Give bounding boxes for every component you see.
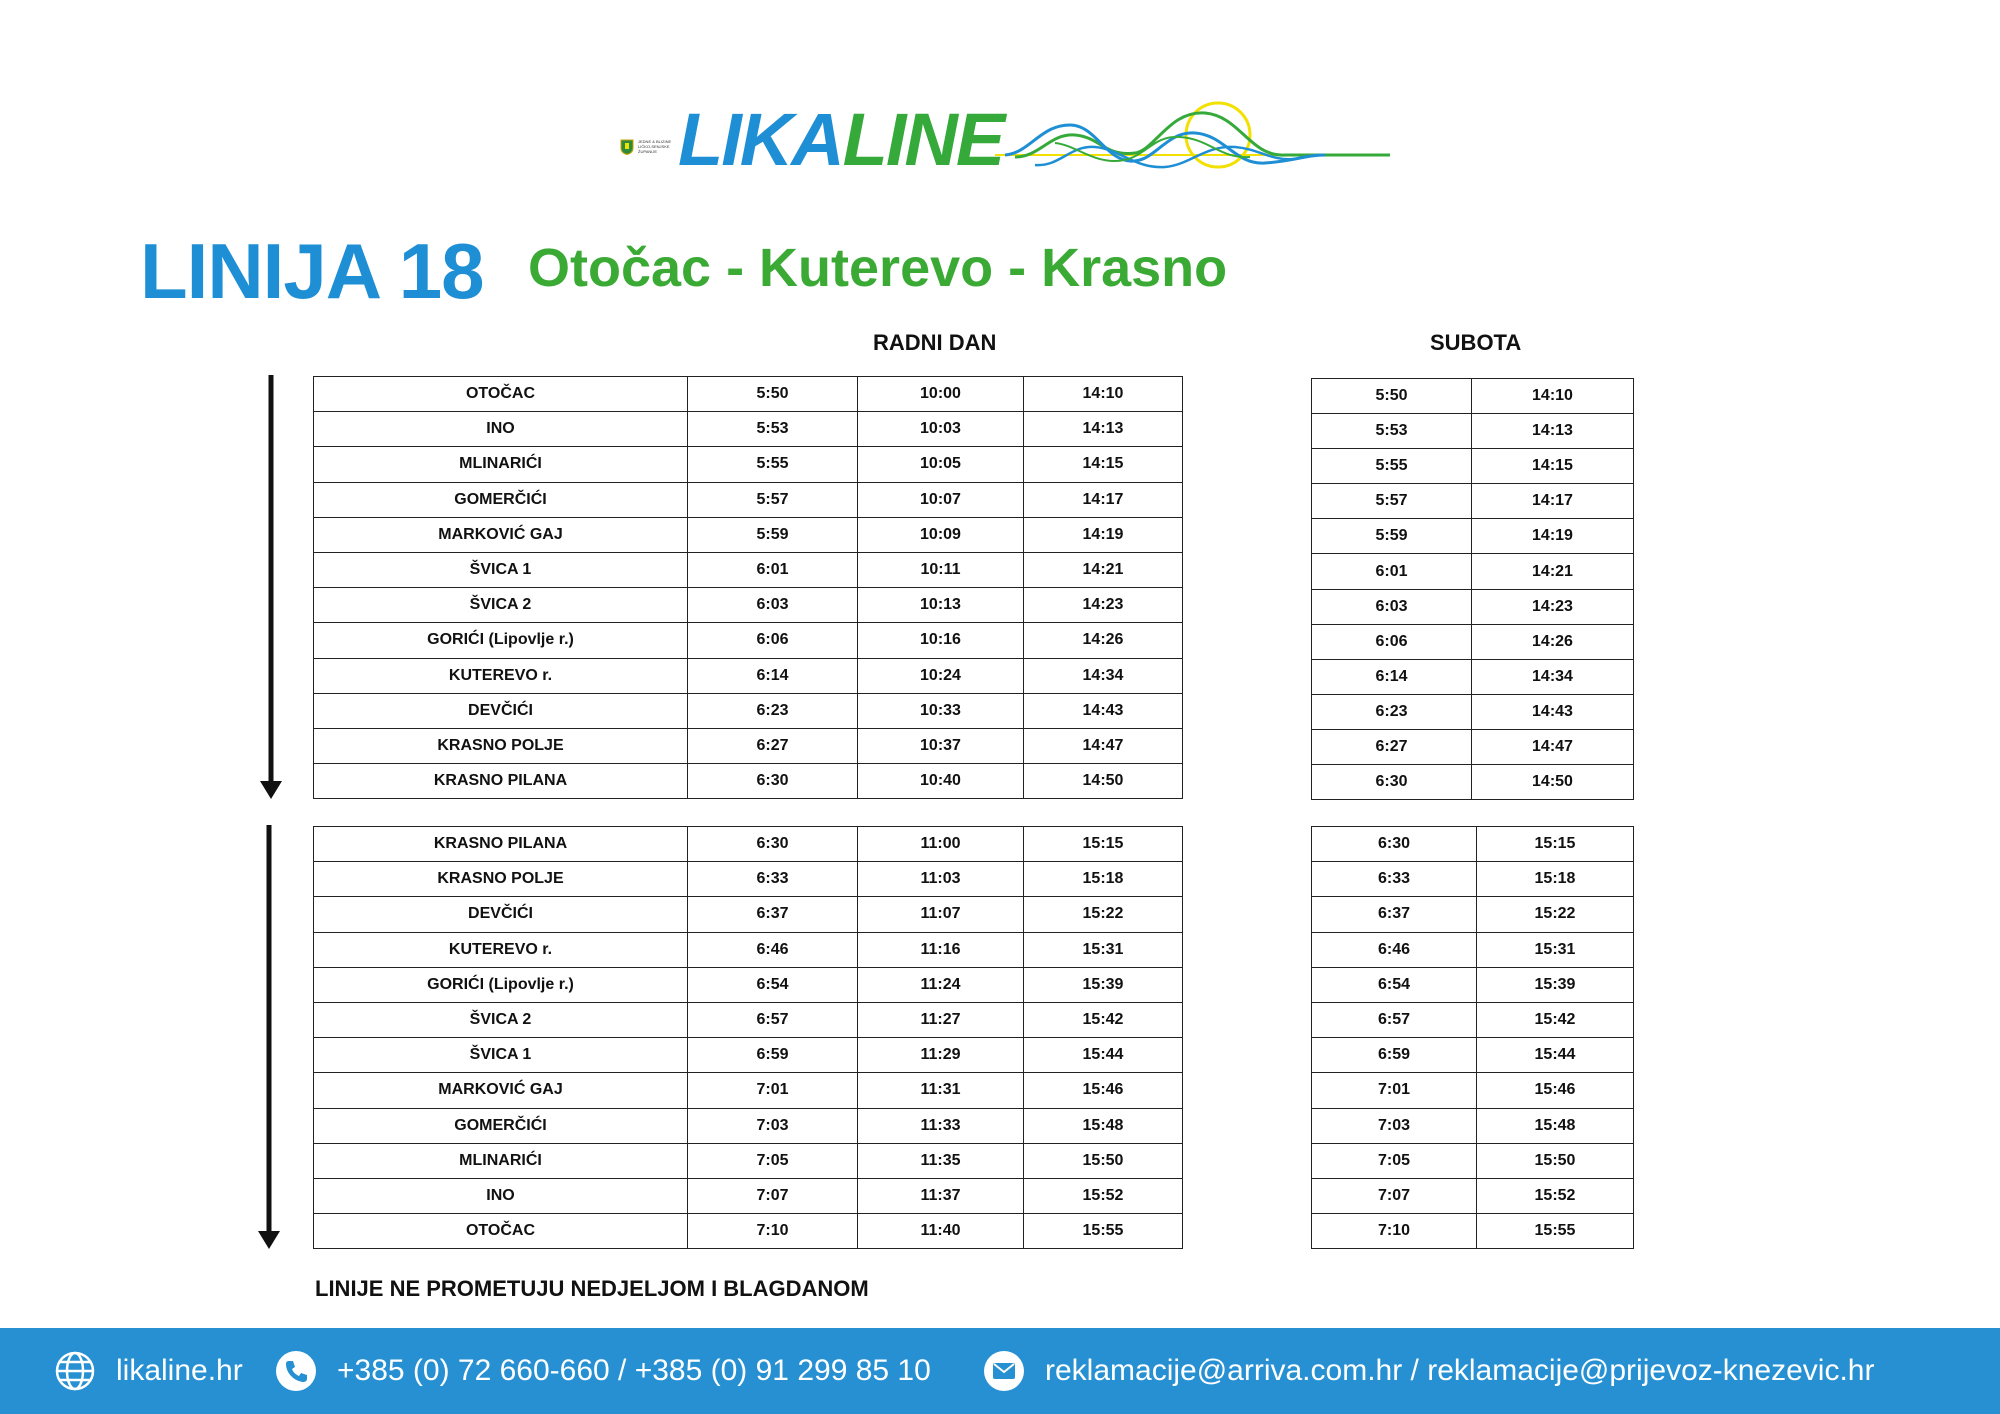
departure-time: 7:01 [688,1073,858,1108]
timetable-row [314,897,1183,932]
departure-time: 6:03 [688,588,858,623]
stop-name: ŠVICA 1 [314,1038,688,1073]
departure-time: 6:23 [1312,694,1472,729]
departure-time: 11:00 [858,827,1024,862]
departure-time: 6:37 [688,897,858,932]
departure-time: 6:57 [688,1002,858,1037]
timetable-row [314,728,1183,763]
stop-name: KUTEREVO r. [314,932,688,967]
timetable-row [314,623,1183,658]
departure-time: 5:50 [688,377,858,412]
departure-time: 14:13 [1472,414,1634,449]
departure-time: 14:43 [1472,694,1634,729]
departure-time: 14:10 [1472,379,1634,414]
timetable-row [314,1178,1183,1213]
timetable-row [314,658,1183,693]
timetable-row [1312,449,1634,484]
departure-time: 14:17 [1472,484,1634,519]
stop-name: GOMERČIĆI [314,482,688,517]
timetable-row [314,412,1183,447]
mail-icon [983,1350,1025,1392]
brand-lika: LIKA [678,98,843,181]
departure-time: 15:55 [1024,1214,1183,1249]
departure-time: 11:27 [858,1002,1024,1037]
timetable-row [1312,729,1634,764]
stop-name: OTOČAC [314,1214,688,1249]
departure-time: 15:50 [1024,1143,1183,1178]
departure-time: 10:13 [858,588,1024,623]
timetable-row [1312,1143,1634,1178]
departure-time: 14:17 [1024,482,1183,517]
departure-time: 6:54 [1312,967,1477,1002]
departure-time: 11:40 [858,1214,1024,1249]
stop-name: GORIĆI (Lipovlje r.) [314,623,688,658]
departure-time: 11:33 [858,1108,1024,1143]
departure-time: 15:22 [1477,897,1634,932]
timetable-row [314,1073,1183,1108]
stop-name: GORIĆI (Lipovlje r.) [314,967,688,1002]
service-notice: LINIJE NE PROMETUJU NEDJELJOM I BLAGDANOM [315,1276,869,1301]
direction-arrow-down-icon [254,825,284,1250]
county-crest-text: JEDNE & BLIZINE LIČKO-SENJSKE ŽUPANIJE [638,139,672,154]
departure-time: 14:47 [1472,729,1634,764]
departure-time: 5:55 [688,447,858,482]
departure-time: 10:09 [858,517,1024,552]
departure-time: 14:26 [1472,624,1634,659]
timetable-row [314,447,1183,482]
departure-time: 15:15 [1024,827,1183,862]
logo-waves-icon [995,95,1390,185]
departure-time: 11:31 [858,1073,1024,1108]
stop-name: MARKOVIĆ GAJ [314,517,688,552]
departure-time: 14:43 [1024,693,1183,728]
departure-time: 14:50 [1024,764,1183,799]
departure-time: 15:44 [1477,1038,1634,1073]
departure-time: 15:15 [1477,827,1634,862]
departure-time: 11:24 [858,967,1024,1002]
timetable-row [1312,897,1634,932]
timetable-row [1312,932,1634,967]
departure-time: 10:37 [858,728,1024,763]
departure-time: 15:39 [1477,967,1634,1002]
departure-time: 6:06 [1312,624,1472,659]
departure-time: 6:27 [688,728,858,763]
departure-time: 14:47 [1024,728,1183,763]
departure-time: 14:15 [1024,447,1183,482]
departure-time: 6:46 [688,932,858,967]
departure-time: 14:21 [1472,554,1634,589]
timetable-row [1312,589,1634,624]
timetable-row [1312,519,1634,554]
departure-time: 14:50 [1472,765,1634,800]
timetable-row [314,967,1183,1002]
timetable-row [314,482,1183,517]
departure-time: 15:55 [1477,1214,1634,1249]
stop-name: KRASNO PILANA [314,827,688,862]
timetable-row [314,862,1183,897]
departure-time: 7:07 [1312,1178,1477,1213]
timetable-row [1312,484,1634,519]
departure-time: 10:00 [858,377,1024,412]
departure-time: 6:01 [1312,554,1472,589]
departure-time: 11:35 [858,1143,1024,1178]
timetable-row [1312,1002,1634,1037]
departure-time: 15:46 [1477,1073,1634,1108]
departure-time: 10:40 [858,764,1024,799]
timetable-row [1312,967,1634,1002]
timetable-row [1312,624,1634,659]
stop-name: ŠVICA 1 [314,552,688,587]
departure-time: 6:30 [1312,827,1477,862]
departure-time: 6:57 [1312,1002,1477,1037]
timetable-row [1312,827,1634,862]
departure-time: 5:50 [1312,379,1472,414]
saturday-timetable-outbound [1311,378,1634,800]
saturday-timetable-return [1311,826,1634,1249]
departure-time: 14:34 [1472,659,1634,694]
departure-time: 6:30 [1312,765,1472,800]
departure-time: 14:19 [1472,519,1634,554]
stop-name: KRASNO POLJE [314,728,688,763]
stop-name: ŠVICA 2 [314,588,688,623]
timetable-row [314,1038,1183,1073]
departure-time: 6:37 [1312,897,1477,932]
website-contact[interactable] [54,1328,243,1414]
departure-time: 14:13 [1024,412,1183,447]
departure-time: 6:46 [1312,932,1477,967]
departure-time: 5:59 [688,517,858,552]
timetable-row [1312,765,1634,800]
departure-time: 15:31 [1477,932,1634,967]
saturday-header: SUBOTA [1430,330,1522,355]
departure-time: 10:05 [858,447,1024,482]
departure-time: 7:10 [688,1214,858,1249]
departure-time: 5:57 [1312,484,1472,519]
departure-time: 7:01 [1312,1073,1477,1108]
timetable-row [314,517,1183,552]
departure-time: 14:34 [1024,658,1183,693]
timetable-row [1312,1038,1634,1073]
email-contact[interactable] [983,1328,1874,1414]
departure-time: 15:18 [1024,862,1183,897]
timetable-row [1312,554,1634,589]
departure-time: 6:33 [688,862,858,897]
departure-time: 15:31 [1024,932,1183,967]
departure-time: 15:50 [1477,1143,1634,1178]
likaline-logo [620,95,1390,185]
departure-time: 11:07 [858,897,1024,932]
departure-time: 5:57 [688,482,858,517]
timetable-row [314,588,1183,623]
stop-name: GOMERČIĆI [314,1108,688,1143]
departure-time: 15:52 [1477,1178,1634,1213]
stop-name: MLINARIĆI [314,447,688,482]
departure-time: 11:37 [858,1178,1024,1213]
departure-time: 15:39 [1024,967,1183,1002]
stop-name: INO [314,412,688,447]
timetable-row [314,827,1183,862]
departure-time: 10:03 [858,412,1024,447]
timetable-row [314,1108,1183,1143]
phone-icon [275,1350,317,1392]
departure-time: 6:14 [688,658,858,693]
stop-name: MARKOVIĆ GAJ [314,1073,688,1108]
timetable-row [314,552,1183,587]
departure-time: 6:27 [1312,729,1472,764]
departure-time: 15:18 [1477,862,1634,897]
departure-time: 5:53 [688,412,858,447]
website-link[interactable]: likaline.hr [116,1354,243,1387]
departure-time: 14:10 [1024,377,1183,412]
timetable-row [314,764,1183,799]
weekday-timetable-outbound [313,376,1183,799]
departure-time: 10:16 [858,623,1024,658]
phone-numbers[interactable]: +385 (0) 72 660-660 / +385 (0) 91 299 85 10 [337,1354,931,1387]
departure-time: 6:01 [688,552,858,587]
timetable-row [1312,1214,1634,1249]
county-crest-icon [620,139,634,155]
departure-time: 14:23 [1472,589,1634,624]
departure-time: 7:03 [1312,1108,1477,1143]
departure-time: 10:07 [858,482,1024,517]
departure-time: 5:55 [1312,449,1472,484]
timetable-row [1312,659,1634,694]
stop-name: DEVČIĆI [314,897,688,932]
departure-time: 14:15 [1472,449,1634,484]
stop-name: DEVČIĆI [314,693,688,728]
email-addresses[interactable]: reklamacije@arriva.com.hr / reklamacije@prijevoz-knezevic.hr [1045,1354,1875,1387]
departure-time: 15:22 [1024,897,1183,932]
departure-time: 14:23 [1024,588,1183,623]
departure-time: 15:42 [1477,1002,1634,1037]
departure-time: 5:53 [1312,414,1472,449]
timetable-row [314,932,1183,967]
route-name: Otočac - Kuterevo - Krasno [528,238,1228,298]
stop-name: INO [314,1178,688,1213]
stop-name: KRASNO POLJE [314,862,688,897]
departure-time: 7:05 [688,1143,858,1178]
brand-wordmark [678,98,1004,181]
departure-time: 6:06 [688,623,858,658]
departure-time: 7:05 [1312,1143,1477,1178]
departure-time: 15:48 [1024,1108,1183,1143]
timetable-row [314,1214,1183,1249]
departure-time: 15:52 [1024,1178,1183,1213]
timetable-row [1312,1178,1634,1213]
timetable-row [314,693,1183,728]
timetable-row [314,377,1183,412]
departure-time: 10:33 [858,693,1024,728]
departure-time: 7:03 [688,1108,858,1143]
departure-time: 6:14 [1312,659,1472,694]
departure-time: 15:42 [1024,1002,1183,1037]
departure-time: 11:16 [858,932,1024,967]
departure-time: 7:07 [688,1178,858,1213]
departure-time: 15:48 [1477,1108,1634,1143]
timetable-row [314,1143,1183,1178]
weekday-timetable-return [313,826,1183,1249]
timetable-row [1312,862,1634,897]
timetable-row [1312,1108,1634,1143]
departure-time: 14:19 [1024,517,1183,552]
departure-time: 6:30 [688,827,858,862]
direction-arrow-down-icon [256,375,286,800]
stop-name: KUTEREVO r. [314,658,688,693]
timetable-row [1312,1073,1634,1108]
stop-name: MLINARIĆI [314,1143,688,1178]
departure-time: 15:44 [1024,1038,1183,1073]
departure-time: 6:54 [688,967,858,1002]
globe-icon [54,1350,96,1392]
stop-name: OTOČAC [314,377,688,412]
timetable-row [1312,694,1634,729]
departure-time: 14:21 [1024,552,1183,587]
stop-name: KRASNO PILANA [314,764,688,799]
departure-time: 6:59 [1312,1038,1477,1073]
timetable-row [1312,414,1634,449]
departure-time: 6:30 [688,764,858,799]
departure-time: 7:10 [1312,1214,1477,1249]
departure-time: 11:03 [858,862,1024,897]
brand-line: LINE [842,98,1004,181]
departure-time: 14:26 [1024,623,1183,658]
departure-time: 11:29 [858,1038,1024,1073]
stop-name: ŠVICA 2 [314,1002,688,1037]
departure-time: 15:46 [1024,1073,1183,1108]
departure-time: 10:24 [858,658,1024,693]
contact-footer [0,1328,2000,1414]
departure-time: 6:59 [688,1038,858,1073]
line-number: LINIJA 18 [140,227,484,315]
departure-time: 6:23 [688,693,858,728]
departure-time: 6:33 [1312,862,1477,897]
weekday-header: RADNI DAN [873,330,997,355]
timetable-row [1312,379,1634,414]
timetable-row [314,1002,1183,1037]
departure-time: 6:03 [1312,589,1472,624]
departure-time: 5:59 [1312,519,1472,554]
phone-contact[interactable] [275,1328,931,1414]
departure-time: 10:11 [858,552,1024,587]
